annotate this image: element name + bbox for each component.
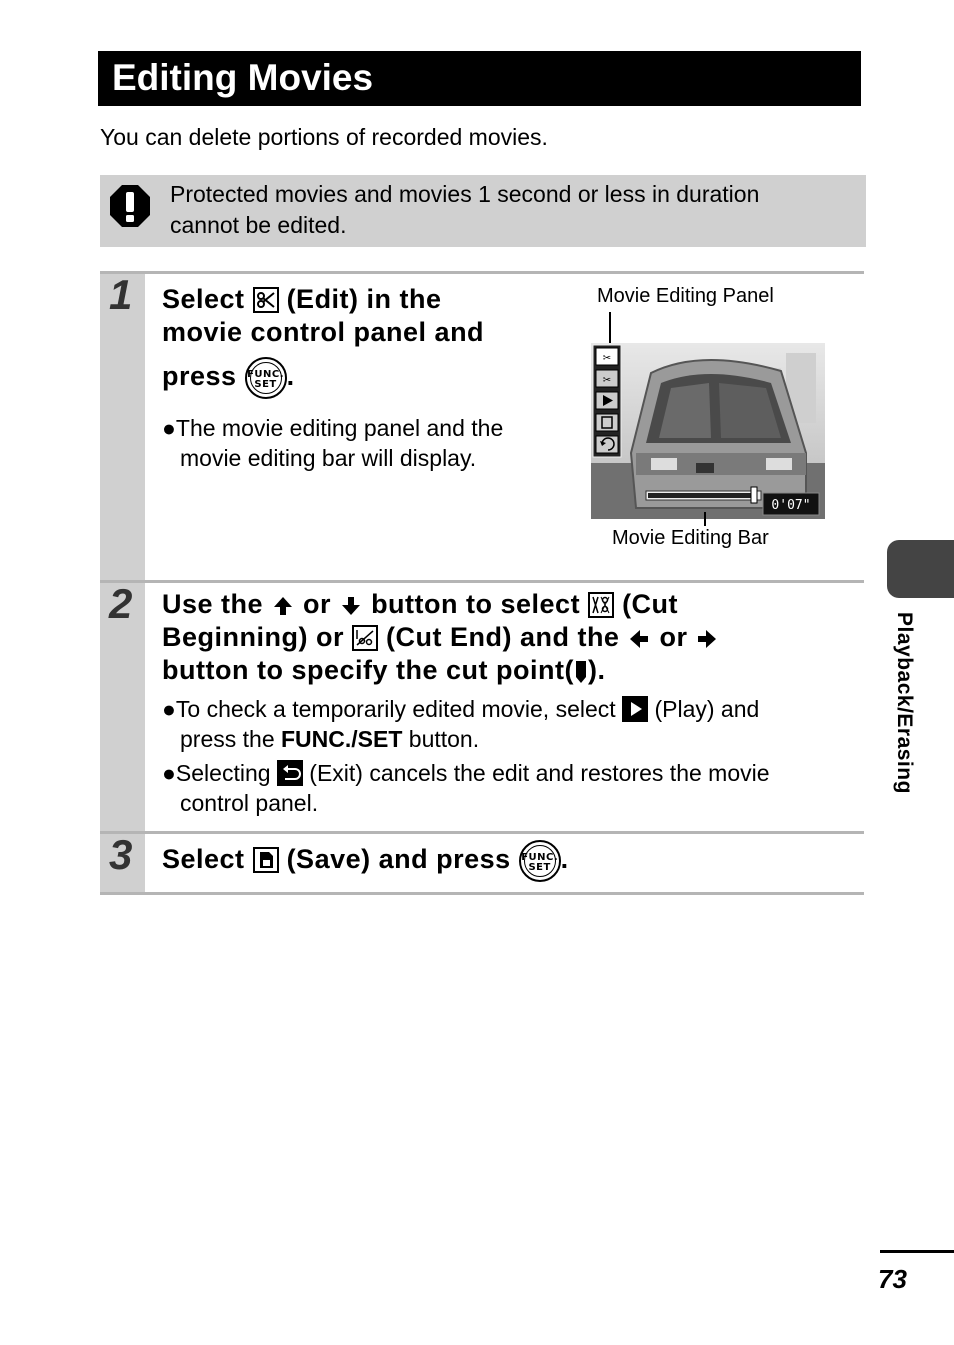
step-divider [100, 271, 864, 274]
step2-bullet-play: ●To check a temporarily edited movie, select (Play) and press the FUNC./SET button. [162, 696, 760, 752]
svg-text:✂: ✂ [602, 375, 612, 386]
movie-time-readout: 0'07" [771, 498, 811, 513]
step2-number-column [100, 580, 145, 831]
bullet-dot: ● [162, 696, 176, 722]
step3-number-column [100, 831, 145, 893]
left-arrow-icon [627, 627, 651, 651]
intro-text: You can delete portions of recorded movies. [100, 124, 548, 150]
cut-end-icon [352, 625, 378, 651]
step-divider [100, 580, 864, 583]
cut-point-marker-icon [574, 659, 588, 685]
step1-bullet: ●The movie editing panel and the movie editing bar will display. [162, 415, 504, 471]
step2-heading: Use the or button to select (Cut Beginning) or (Cut End) and the or button to specify the cut point( ). [162, 588, 862, 687]
caution-box [100, 175, 866, 247]
bullet-dot: ● [162, 760, 176, 786]
down-arrow-icon [339, 594, 363, 618]
up-arrow-icon [271, 594, 295, 618]
step1-heading: Select (Edit) in the movie control panel and press FUNC. SET . [162, 283, 572, 399]
func-set-button-icon: FUNC. SET [519, 840, 561, 882]
step1-number: 1 [109, 271, 133, 318]
chapter-tab [887, 540, 954, 598]
page-number: 73 [878, 1264, 907, 1294]
step2-bullet-exit: ●Selecting (Exit) cancels the edit and restores the movie control panel. [162, 760, 770, 816]
step3-heading: Select (Save) and press FUNC. SET . [162, 840, 862, 882]
step3-number: 3 [109, 831, 133, 878]
right-arrow-icon [695, 627, 719, 651]
caution-text: Protected movies and movies 1 second or less in duration cannot be edited. [170, 181, 760, 238]
label-pointer-line [704, 512, 706, 526]
func-set-button-icon: FUNC. SET [245, 357, 287, 399]
chapter-tab-label: Playback/Erasing [893, 612, 916, 794]
bullet-dot: ● [162, 415, 176, 441]
svg-text:✂: ✂ [602, 353, 612, 364]
save-icon [253, 847, 279, 873]
edit-scissors-icon [253, 287, 279, 313]
exit-icon [277, 760, 303, 786]
step-divider [100, 831, 864, 834]
step-divider [100, 892, 864, 895]
page-title: Editing Movies [98, 51, 861, 106]
caution-icon [108, 183, 152, 229]
movie-editing-bar-label: Movie Editing Bar [612, 527, 769, 549]
page-number-rule [880, 1250, 954, 1253]
movie-editing-screen [591, 343, 825, 519]
play-icon [622, 696, 648, 722]
movie-editing-panel-label: Movie Editing Panel [597, 285, 774, 307]
step2-number: 2 [109, 580, 133, 627]
step1-number-column [100, 271, 145, 580]
cut-beginning-icon [588, 592, 614, 618]
